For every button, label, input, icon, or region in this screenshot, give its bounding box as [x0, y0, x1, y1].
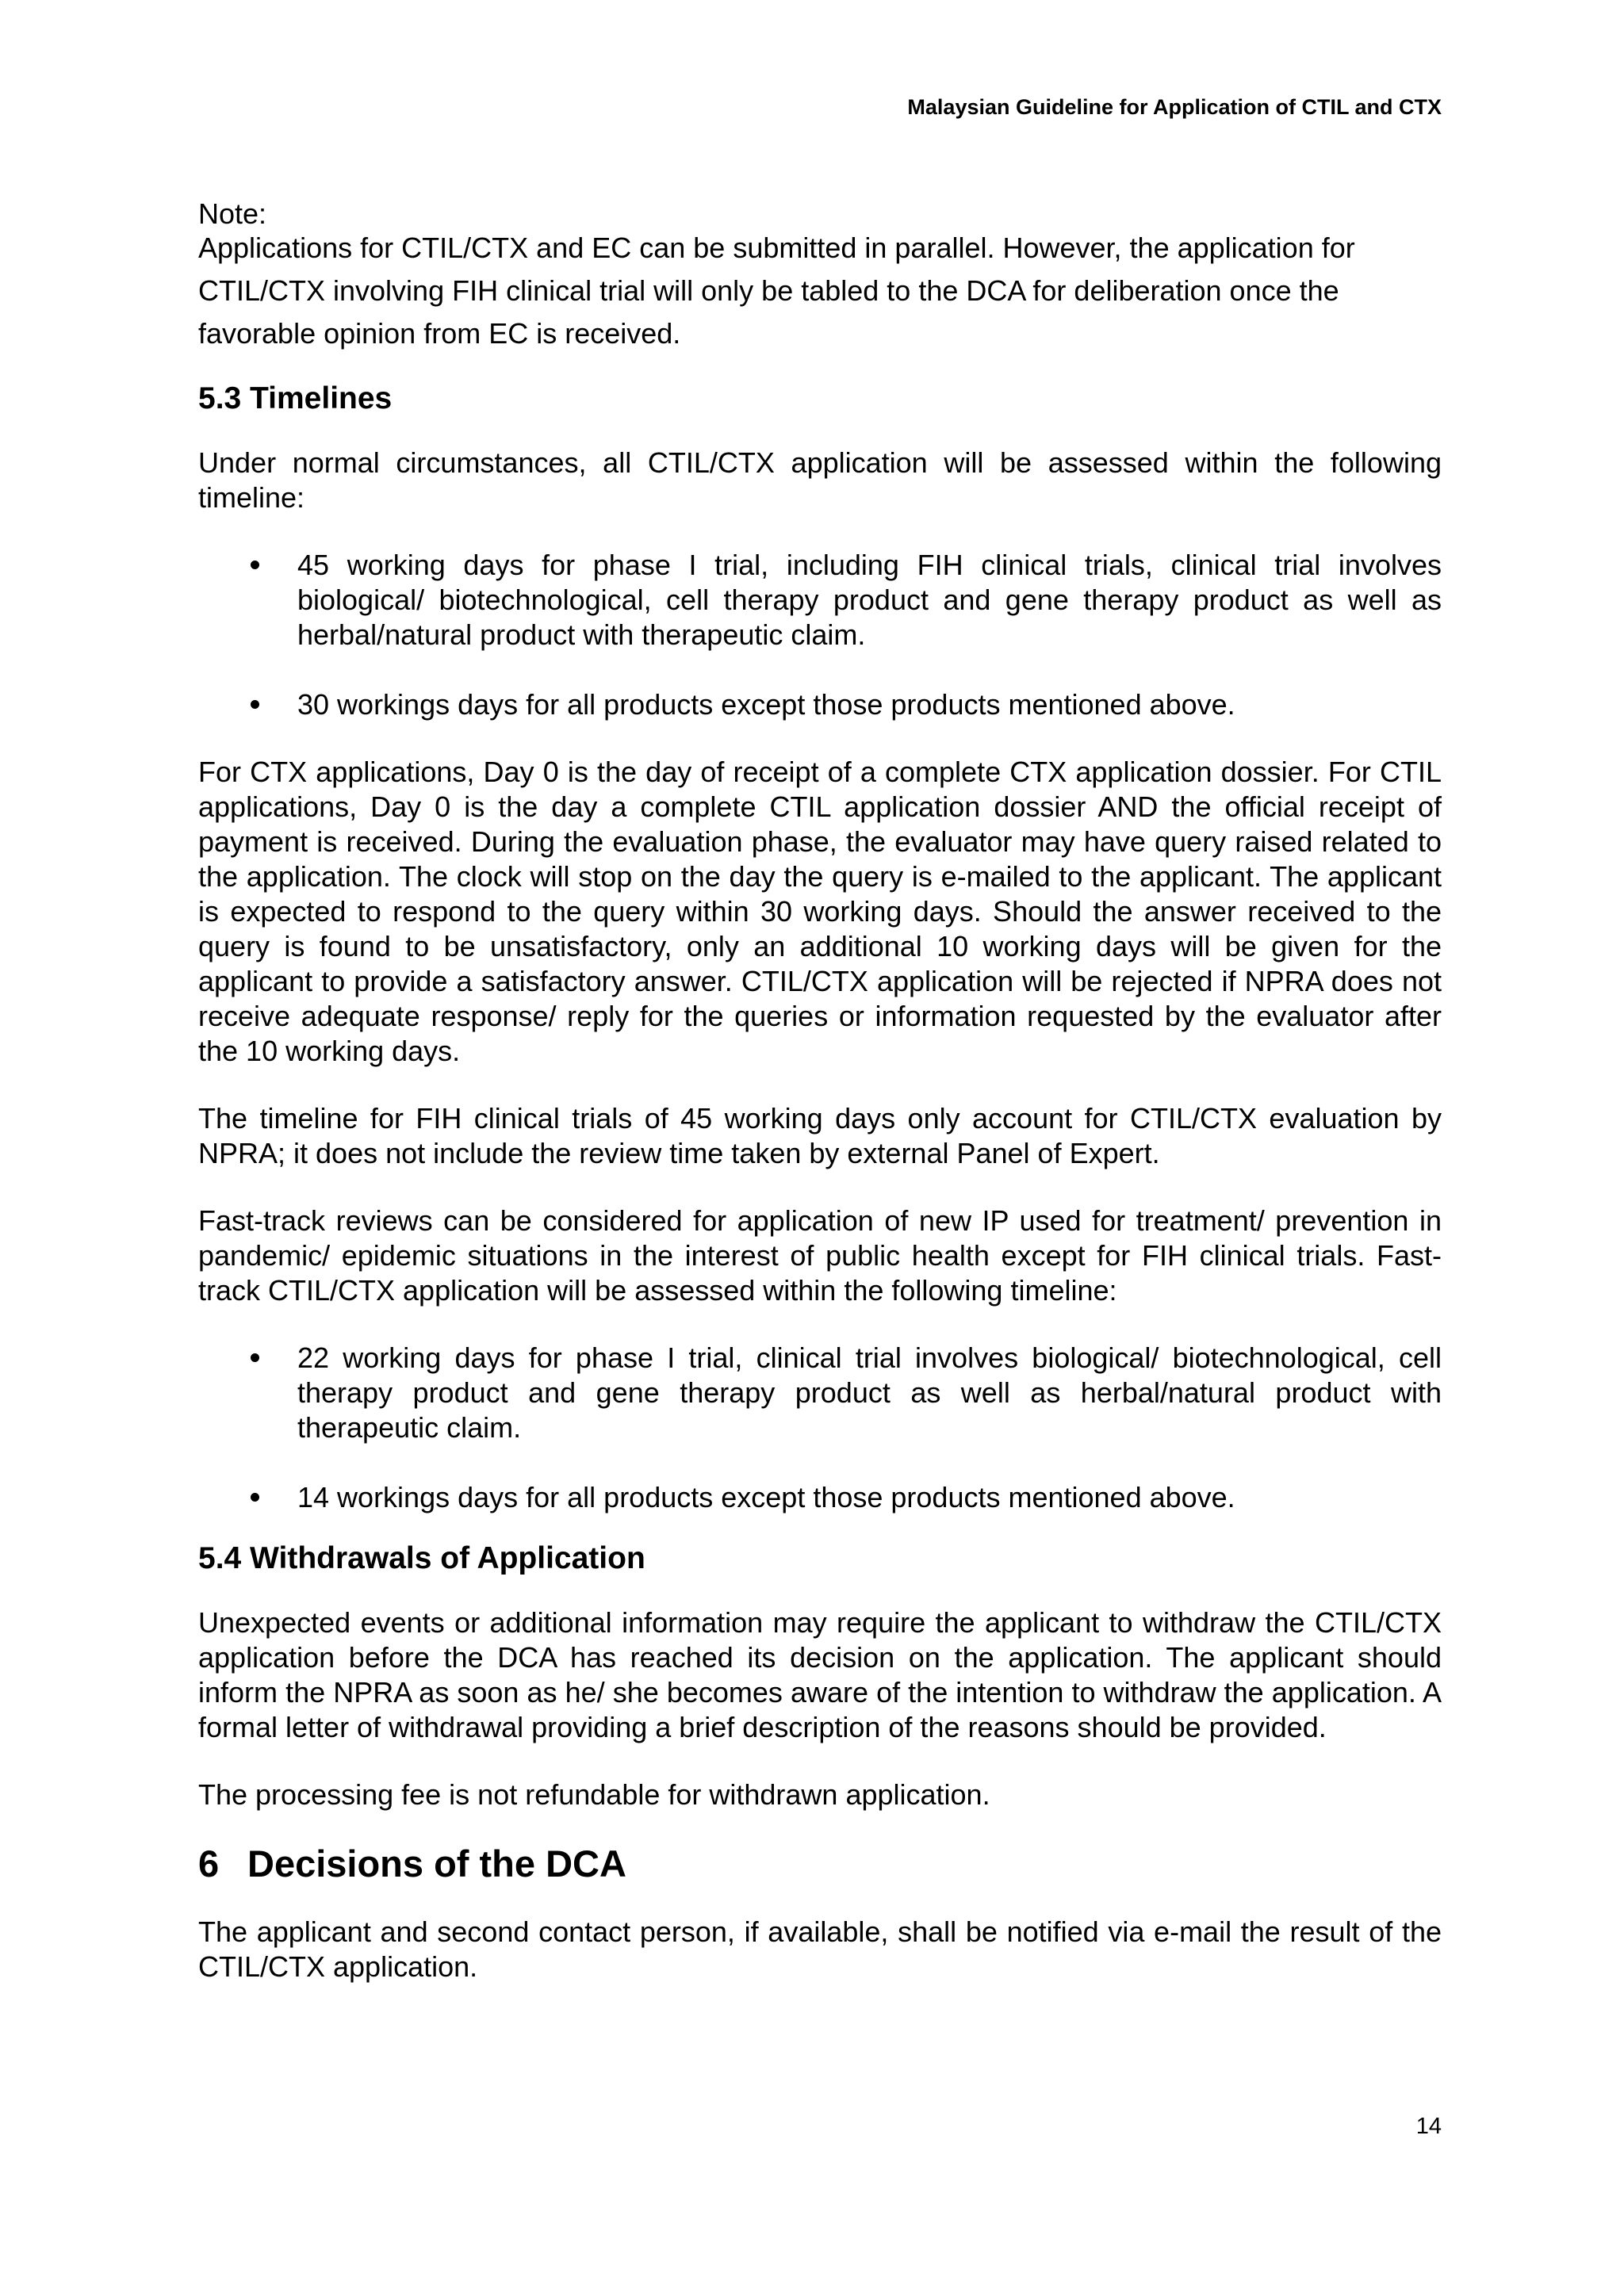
note-text: Applications for CTIL/CTX and EC can be submitted in parallel. However, the application for CTIL/CTX involving FIH clinical trial will only be tabled to the DCA for deliberation once the favorable opinion from EC is received. [198, 232, 1355, 350]
bullet-icon [251, 700, 259, 709]
fasttrack-bullet-item [198, 1480, 1442, 1515]
timelines-bullet-item [198, 687, 1442, 722]
section-6-title: Decisions of the DCA [247, 1843, 626, 1885]
bullet-icon [251, 1493, 259, 1502]
timelines-intro: Under normal circumstances, all CTIL/CTX application will be assessed within the following timeline: [198, 446, 1442, 514]
note-label: Note: [198, 197, 267, 230]
running-header: Malaysian Guideline for Application of CTIL and CTX [907, 95, 1442, 119]
page-number: 14 [1415, 2114, 1442, 2139]
section-6-number: 6 [198, 1843, 220, 1885]
section-6-heading [198, 1840, 1442, 1888]
section-5-4-heading: 5.4 Withdrawals of Application [198, 1541, 645, 1575]
decision-paragraph: The applicant and second contact person, if available, shall be notified via e-mail the result of the CTIL/CTX application. [198, 1915, 1442, 1983]
timelines-bullet-list [198, 548, 1442, 722]
fasttrack-paragraph: Fast-track reviews can be considered for application of new IP used for treatment/ prevention in pandemic/ epidemic situations in the interest of public health except for FIH clinical trials. Fast-track CTIL/CTX application will be assessed within the following timeline: [198, 1204, 1442, 1307]
fasttrack-bullet-item [198, 1341, 1442, 1445]
fasttrack-bullet-text: 14 workings days for all products except those products mentioned above. [297, 1481, 1235, 1513]
bullet-icon [251, 561, 259, 569]
day0-paragraph: For CTX applications, Day 0 is the day of receipt of a complete CTX application dossier. For CTIL applications, Day 0 is the day a complete CTIL application dossier AND the official receipt of payment is received. During the evaluation phase, the evaluator may have query raised related to the application. The clock will stop on the day the query is e-mailed to the applicant. The applicant is expected to respond to the query within 30 working days. Should the answer received to the query is found to be unsatisfactory, only an additional 10 working days will be given for the applicant to provide a satisfactory answer. CTIL/CTX application will be rejected if NPRA does not receive adequate response/ reply for the queries or information requested by the evaluator after the 10 working days. [198, 756, 1442, 1067]
page-content [198, 197, 1442, 1984]
timelines-bullet-text: 45 working days for phase I trial, including FIH clinical trials, clinical trial involves biological/ biotechnological, cell therapy product and gene therapy product as well as herbal/natural product with therapeutic claim. [297, 549, 1442, 651]
withdrawal-paragraph: Unexpected events or additional information may require the applicant to withdraw the CTIL/CTX application before the DCA has reached its decision on the application. The applicant should inform the NPRA as soon as he/ she becomes aware of the intention to withdraw the application. A formal letter of withdrawal providing a brief description of the reasons should be provided. [198, 1606, 1442, 1743]
fih-paragraph: The timeline for FIH clinical trials of 45 working days only account for CTIL/CTX evaluation by NPRA; it does not include the review time taken by external Panel of Expert. [198, 1102, 1442, 1169]
timelines-bullet-item [198, 548, 1442, 652]
bullet-icon [251, 1353, 259, 1362]
timelines-bullet-text: 30 workings days for all products except those products mentioned above. [297, 688, 1235, 721]
fasttrack-bullet-list [198, 1341, 1442, 1515]
section-5-3-heading: 5.3 Timelines [198, 381, 393, 415]
fee-paragraph: The processing fee is not refundable for withdrawn application. [198, 1778, 990, 1811]
fasttrack-bullet-text: 22 working days for phase I trial, clinical trial involves biological/ biotechnological, cell therapy product and gene therapy product as well as herbal/natural product with therapeutic claim. [297, 1341, 1442, 1444]
